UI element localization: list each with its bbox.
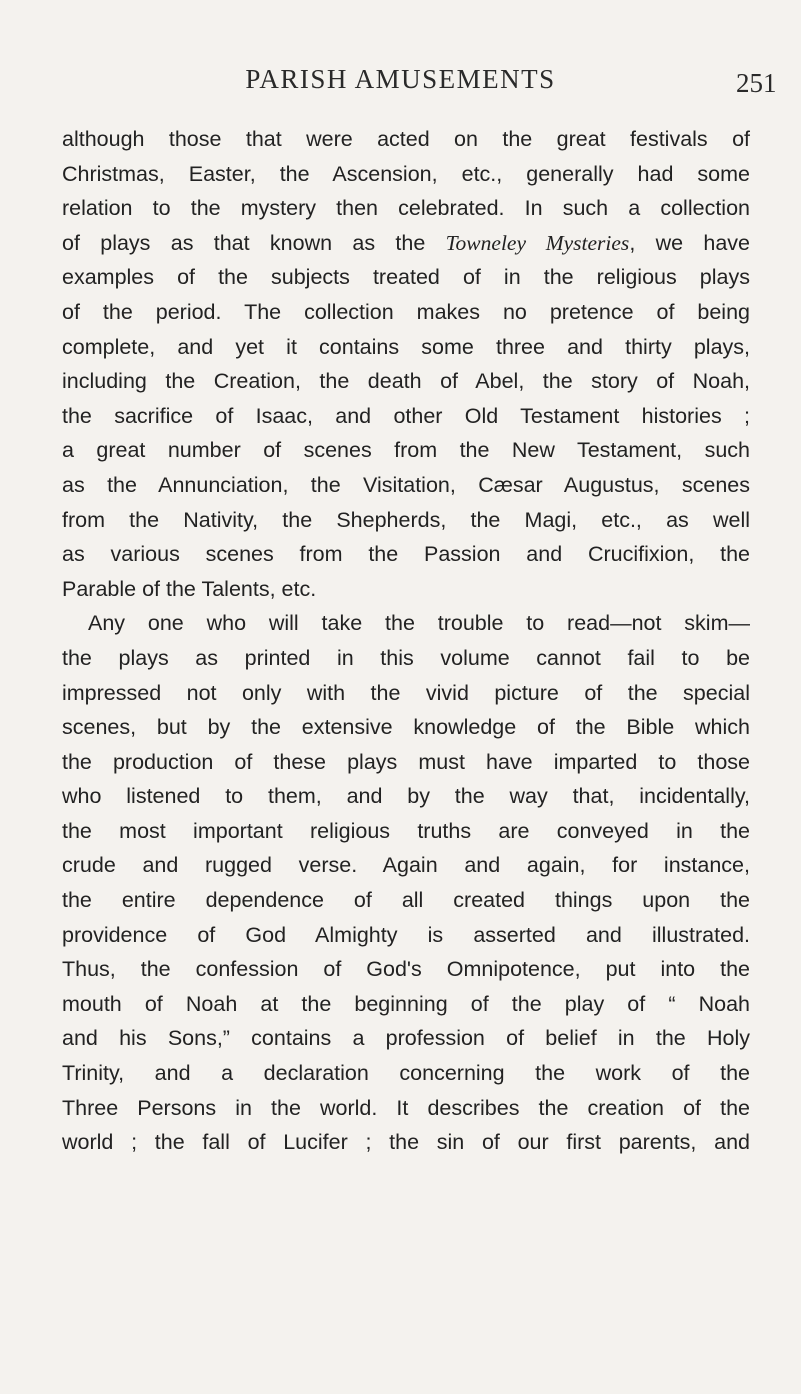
text-line: Trinity, and a declaration concerning the work of the — [62, 1061, 750, 1086]
text-line: the sacrifice of Isaac, and other Old Testament histories ; — [62, 403, 750, 428]
text-line: the production of these plays must have imparted to those — [62, 749, 750, 774]
text-line: Parable of the Talents, etc. — [62, 576, 317, 601]
running-title: PARISH AMUSEMENTS — [245, 64, 556, 94]
text-line: although those that were acted on the great festivals of — [62, 127, 750, 151]
text-line: Thus, the confession of God's Omnipotence, put into the — [62, 957, 750, 982]
text-line: from the Nativity, the Shepherds, the Magi, etc., as well — [62, 507, 750, 532]
text-line: the plays as printed in this volume cannot fail to be — [62, 645, 750, 670]
text-line: Three Persons in the world. It describes the creation of the — [62, 1095, 750, 1120]
body-text — [62, 122, 750, 1160]
text-line: including the Creation, the death of Abel, the story of Noah, — [62, 369, 750, 394]
paragraph-2 — [62, 606, 750, 1160]
text-line — [62, 226, 750, 261]
text-line: Any one who will take the trouble to read—not skim— — [88, 611, 750, 636]
text-line: crude and rugged verse. Again and again, for instance, — [62, 853, 750, 878]
text-line: Christmas, Easter, the Ascension, etc., generally had some — [62, 161, 750, 186]
text-line: a great number of scenes from the New Testament, such — [62, 438, 750, 463]
text-line: as the Annunciation, the Visitation, Cæsar Augustus, scenes — [62, 472, 750, 497]
text-line: the most important religious truths are conveyed in the — [62, 818, 750, 843]
text-fragment: of plays as that known as the — [62, 230, 446, 255]
italic-title: Towneley Mysteries — [445, 230, 630, 255]
text-line: the entire dependence of all created things upon the — [62, 888, 750, 913]
text-line: complete, and yet it contains some three and thirty plays, — [62, 334, 750, 359]
text-line: providence of God Almighty is asserted and illustrated. — [62, 922, 750, 947]
text-fragment: , we have — [629, 230, 751, 255]
text-line: world ; the fall of Lucifer ; the sin of our first parents, and — [62, 1130, 750, 1155]
text-line: and his Sons,” contains a profession of belief in the Holy — [62, 1026, 750, 1051]
text-line: mouth of Noah at the beginning of the play of “ Noah — [62, 991, 750, 1016]
page-number: 251 — [736, 68, 777, 98]
paragraph-1 — [62, 122, 750, 606]
text-line: relation to the mystery then celebrated. In such a collection — [62, 196, 750, 221]
text-line: scenes, but by the extensive knowledge of the Bible which — [62, 715, 750, 740]
text-line: who listened to them, and by the way that, incidentally, — [62, 784, 750, 809]
text-line: impressed not only with the vivid picture of the special — [62, 680, 750, 705]
text-line: as various scenes from the Passion and Crucifixion, the — [62, 542, 750, 567]
text-line: examples of the subjects treated of in the religious plays — [62, 265, 750, 290]
text-line: of the period. The collection makes no pretence of being — [62, 299, 750, 324]
